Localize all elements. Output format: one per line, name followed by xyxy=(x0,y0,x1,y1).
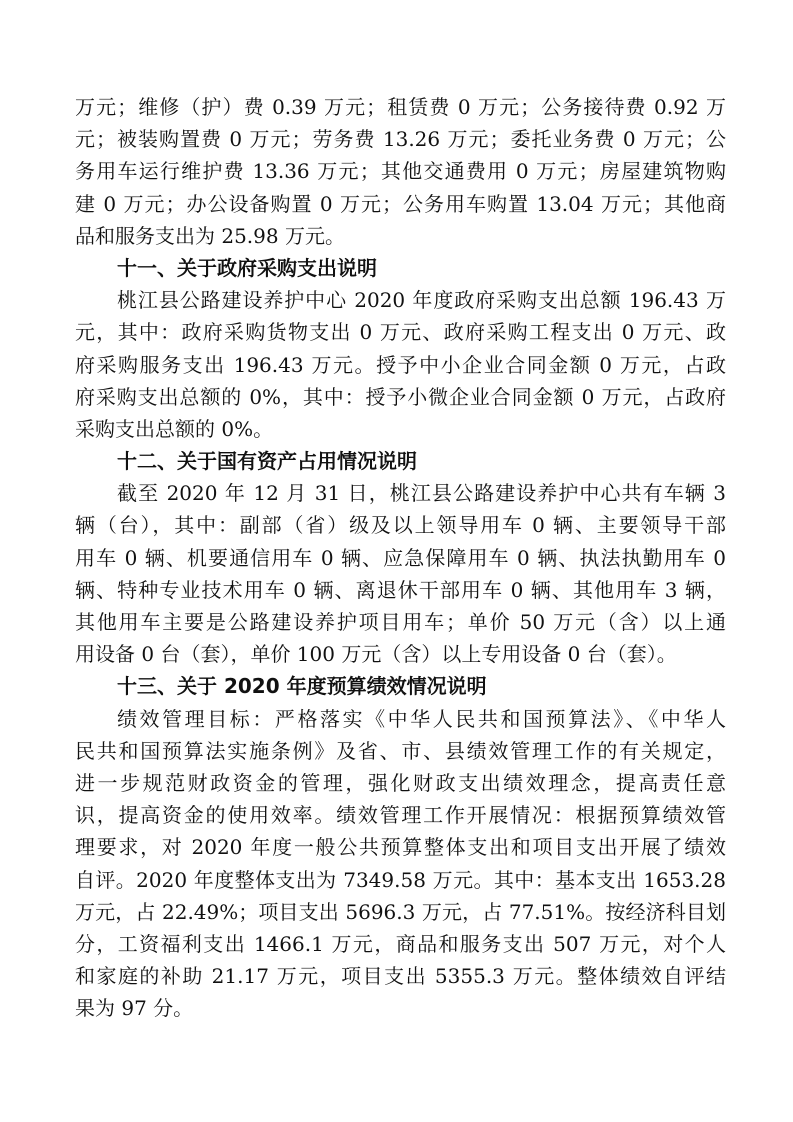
text-line: 府采购支出总额的 0%，其中：授予小微企业合同金额 0 万元，占政府 xyxy=(75,384,726,409)
text-line: 分，工资福利支出 1466.1 万元，商品和服务支出 507 万元，对个人 xyxy=(75,931,726,956)
document-section xyxy=(75,445,726,670)
document-section xyxy=(75,670,726,1024)
paragraph xyxy=(75,703,726,1025)
text-line: 辆、特种专业技术用车 0 辆、离退休干部用车 0 辆、其他用车 3 辆， xyxy=(75,577,726,602)
text-line: 理要求，对 2020 年度一般公共预算整体支出和项目支出开展了绩效 xyxy=(75,835,726,860)
text-line: 果为 97 分。 xyxy=(75,996,194,1021)
text-line: 元，其中：政府采购货物支出 0 万元、政府采购工程支出 0 万元、政 xyxy=(75,320,726,345)
text-line: 元；被装购置费 0 万元；劳务费 13.26 万元；委托业务费 0 万元；公 xyxy=(75,127,726,152)
text-line: 截至 2020 年 12 月 31 日，桃江县公路建设养护中心共有车辆 3 xyxy=(117,481,726,506)
text-line: 和家庭的补助 21.17 万元，项目支出 5355.3 万元。整体绩效自评结 xyxy=(75,964,726,989)
text-line: 自评。2020 年度整体支出为 7349.58 万元。其中：基本支出 1653.28 xyxy=(75,867,726,892)
text-line: 万元，占 22.49%；项目支出 5696.3 万元，占 77.51%。按经济科目划 xyxy=(75,899,726,924)
paragraph xyxy=(75,477,726,670)
text-line: 品和服务支出为 25.98 万元。 xyxy=(75,223,345,248)
text-line: 桃江县公路建设养护中心 2020 年度政府采购支出总额 196.43 万 xyxy=(117,288,726,313)
text-line: 识，提高资金的使用效率。绩效管理工作开展情况：根据预算绩效管 xyxy=(75,803,726,828)
section-heading: 十二、关于国有资产占用情况说明 xyxy=(117,449,417,474)
section-heading: 十一、关于政府采购支出说明 xyxy=(117,255,377,280)
text-line: 建 0 万元；办公设备购置 0 万元；公务用车购置 13.04 万元；其他商 xyxy=(75,191,726,216)
text-line: 用车 0 辆、机要通信用车 0 辆、应急保障用车 0 辆、执法执勤用车 0 xyxy=(75,545,726,570)
text-line: 务用车运行维护费 13.36 万元；其他交通费用 0 万元；房屋建筑物购 xyxy=(75,159,726,184)
text-line: 辆（台），其中：副部（省）级及以上领导用车 0 辆、主要领导干部 xyxy=(75,513,726,538)
document-section xyxy=(75,252,726,445)
paragraph xyxy=(75,91,726,252)
paragraph xyxy=(75,284,726,445)
text-line: 其他用车主要是公路建设养护项目用车；单价 50 万元（含）以上通 xyxy=(75,610,726,634)
document-body xyxy=(75,91,726,1024)
text-line: 绩效管理目标：严格落实《中华人民共和国预算法》、《中华人 xyxy=(117,706,726,731)
section-heading: 十三、关于 2020 年度预算绩效情况说明 xyxy=(117,674,487,699)
document-section xyxy=(75,91,726,252)
text-line: 采购支出总额的 0%。 xyxy=(75,416,274,441)
text-line: 用设备 0 台（套），单价 100 万元（含）以上专用设备 0 台（套）。 xyxy=(75,642,677,667)
text-line: 民共和国预算法实施条例》及省、市、县绩效管理工作的有关规定， xyxy=(75,738,726,763)
text-line: 万元；维修（护）费 0.39 万元；租赁费 0 万元；公务接待费 0.92 万 xyxy=(75,95,726,119)
text-line: 进一步规范财政资金的管理，强化财政支出绩效理念，提高责任意 xyxy=(75,770,726,795)
text-line: 府采购服务支出 196.43 万元。授予中小企业合同金额 0 万元，占政 xyxy=(75,352,726,377)
